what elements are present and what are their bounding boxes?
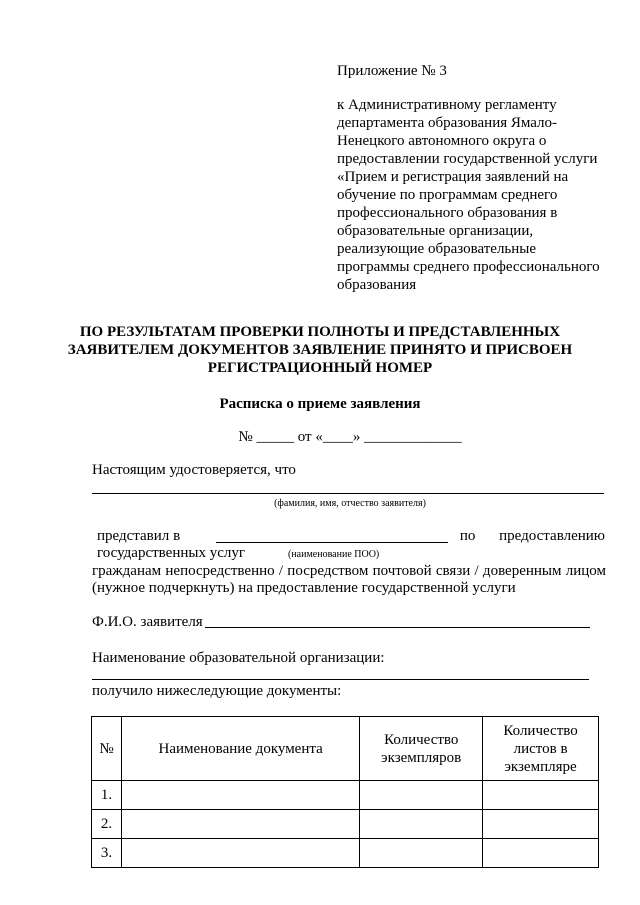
appendix-line: «Прием и регистрация заявлений на [337,169,569,185]
header-number: № [92,717,122,781]
table-row [92,781,599,810]
appendix-line: Ненецкого автономного округа о [337,133,547,149]
received-docs-text: получило нижеследующие документы: [92,683,342,699]
org-name-label: Наименование образовательной организации: [92,650,385,666]
appendix-line: департамента образования Ямало- [337,115,558,131]
fio-hint: (фамилия, имя, отчество заявителя) [274,498,426,509]
certify-text: Настоящим удостоверяется, что [92,462,296,478]
row-number: 1. [92,781,122,810]
poo-hint: (наименование ПОО) [288,549,380,560]
appendix-line: образовательные организации, [337,223,534,239]
table-row [92,839,599,868]
appendix-block [337,62,600,294]
appendix-line: предоставлении государственной услуги [337,151,598,167]
appendix-line: к Административному регламенту [337,97,557,113]
org-name-underline [92,679,589,680]
appendix-line: образования [337,277,417,293]
gov-services-text: государственных услуг [97,545,246,561]
method-line: гражданам непосредственно / посредством почтовой связи / доверенным лицом [92,563,606,579]
by-word: по [459,528,476,544]
documents-table [91,716,599,868]
main-heading-line-1: ПО РЕЗУЛЬТАТАМ ПРОВЕРКИ ПОЛНОТЫ И ПРЕДСТАВЛЕННЫХ [79,324,561,340]
main-heading-line-3: РЕГИСТРАЦИОННЫЙ НОМЕР [207,360,433,376]
row-number: 2. [92,810,122,839]
table-row [92,810,599,839]
appendix-line: обучение по программам среднего [337,187,558,203]
appendix-line: профессионального образования в [337,205,558,221]
applicant-fio-label: Ф.И.О. заявителя [92,614,203,630]
underline-note: (нужное подчеркнуть) на предоставление государственной услуги [92,580,516,596]
row-document-name[interactable] [121,839,359,868]
providing-word: предоставлению [499,528,605,544]
appendix-title: Приложение № 3 [337,63,447,79]
row-document-name[interactable] [121,781,359,810]
appendix-line: программы среднего профессионального [337,259,600,275]
row-document-name[interactable] [121,810,359,839]
row-copies[interactable] [360,810,483,839]
fio-underline [92,493,604,494]
row-sheets[interactable] [483,781,599,810]
applicant-fio-underline [205,627,590,628]
row-number: 3. [92,839,122,868]
poo-underline [216,542,448,543]
table-header-row [92,717,599,781]
row-sheets[interactable] [483,839,599,868]
main-heading-line-2: ЗАЯВИТЕЛЕМ ДОКУМЕНТОВ ЗАЯВЛЕНИЕ ПРИНЯТО И ПРИСВОЕН [67,342,573,358]
header-copies: Количество экземпляров [360,717,483,781]
presented-word: представил [97,528,170,544]
row-copies[interactable] [360,781,483,810]
header-document-name: Наименование документа [121,717,359,781]
header-sheets: Количество листов в экземпляре [483,717,599,781]
appendix-line: реализующие образовательные [337,241,537,257]
in-word: в [173,528,181,544]
receipt-title: Расписка о приеме заявления [219,396,421,412]
row-copies[interactable] [360,839,483,868]
row-sheets[interactable] [483,810,599,839]
receipt-number-line: № _____ от «____» _____________ [238,429,462,445]
